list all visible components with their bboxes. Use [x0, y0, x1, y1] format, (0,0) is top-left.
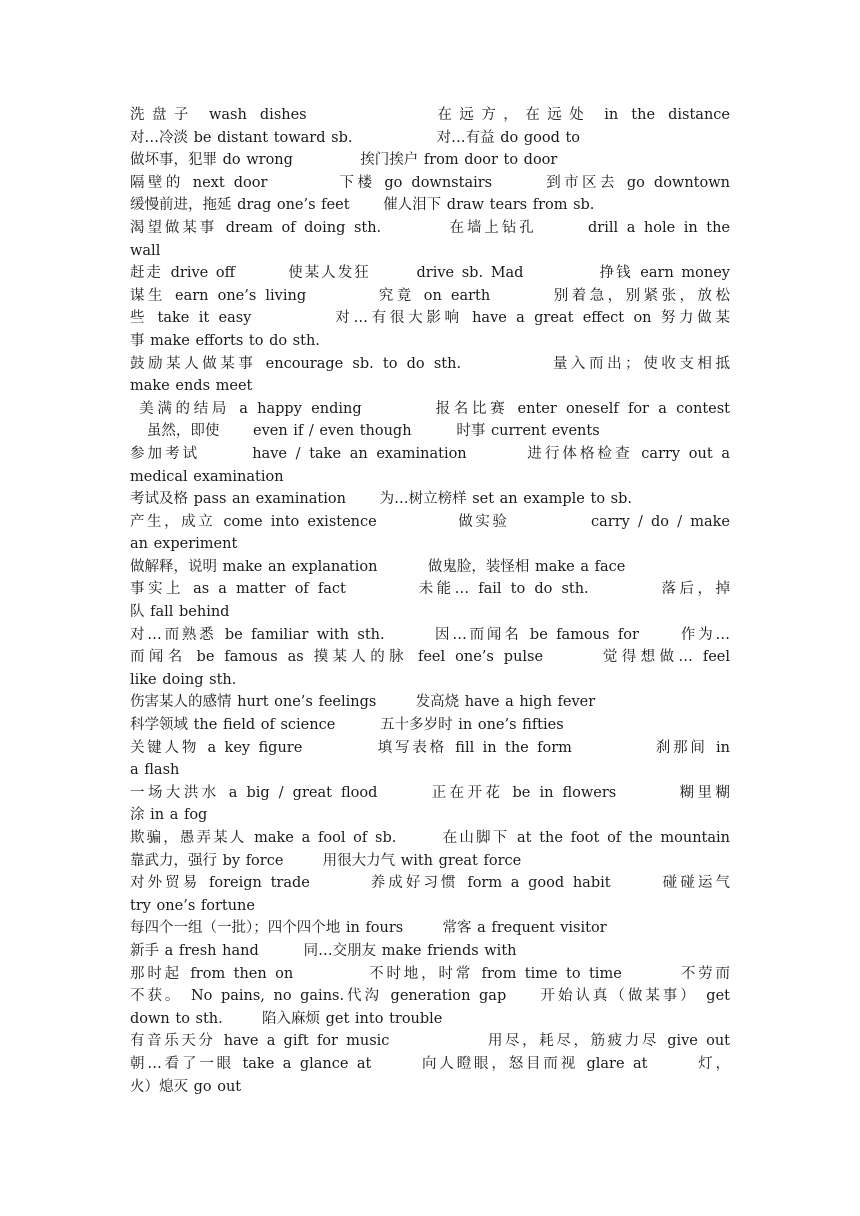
text-line: 科学领域 the field of science 五十多岁时 in one’s fifties [130, 717, 564, 734]
text-line: 欺骗，愚弄某人 make a fool of sb. 在山脚下 at the foot of the mountain [130, 830, 730, 846]
text-line: 鼓励某人做某事 encourage sb. to do sth. 量入而出；使收支相抵 [130, 355, 730, 372]
text-line: 对…而熟悉 be familiar with sth. 因…而闻名 be famous for 作为… [130, 626, 730, 643]
text-line: try one’s fortune [130, 897, 255, 914]
text-line: 不获。 No pains, no gains.代沟 generation gap 开始认真（做某事） get [130, 988, 730, 1005]
text-line: 缓慢前进，拖延 drag one’s feet 催人泪下 draw tears from sb. [130, 197, 595, 214]
document-body [130, 104, 730, 1098]
text-line: 参加考试 have / take an examination 进行体格检查 carry out a [130, 445, 730, 462]
text-line: 洗盘子 wash dishes 在远方，在远处 in the distance [130, 107, 730, 123]
text-line: 美满的结局 a happy ending 报名比赛 enter oneself for a contest [130, 400, 730, 417]
text-line: 涂 in a fog [130, 807, 208, 824]
text-line: 有音乐天分 have a gift for music 用尽，耗尽，筋疲力尽 give out [130, 1033, 730, 1050]
text-line: down to sth. 陷入麻烦 get into trouble [130, 1010, 443, 1027]
text-line: 虽然，即使 even if / even though 时事 current events [130, 423, 600, 440]
text-line: 而闻名 be famous as 摸某人的脉 feel one’s pulse 觉得想做… feel [130, 649, 730, 666]
text-line: like doing sth. [130, 671, 237, 688]
text-line: 那时起 from then on 不时地，时常 from time to time 不劳而 [130, 965, 730, 982]
text-line: 对…冷淡 be distant toward sb. 对…有益 do good to [130, 129, 581, 146]
text-line: 些 take it easy 对…有很大影响 have a great effect on 努力做某 [130, 310, 730, 327]
text-line: 隔壁的 next door 下楼 go downstairs 到市区去 go downtown [130, 174, 730, 191]
text-line: 伤害某人的感情 hurt one’s feelings 发高烧 have a high fever [130, 694, 596, 711]
text-line: 朝…看了一眼 take a glance at 向人瞪眼，怒目而视 glare at 灯， [130, 1055, 730, 1072]
text-line: make ends meet [130, 378, 253, 395]
text-line: 考试及格 pass an examination 为…树立榜样 set an example to sb. [130, 491, 633, 508]
text-line: 产生，成立 come into existence 做实验 carry / do / make [130, 513, 730, 530]
text-line: medical examination [130, 468, 284, 485]
text-line: 做解释，说明 make an explanation 做鬼脸，装怪相 make a face [130, 558, 626, 575]
text-line: 队 fall behind [130, 604, 230, 621]
text-line: an experiment [130, 536, 238, 553]
text-line: 靠武力，强行 by force 用很大力气 with great force [130, 852, 522, 869]
text-line: 火）熄灭 go out [130, 1078, 242, 1095]
text-line: 做坏事，犯罪 do wrong 挨门挨户 from door to door [130, 152, 558, 169]
text-line: 对外贸易 foreign trade 养成好习惯 form a good habit 碰碰运气 [130, 875, 730, 892]
text-line: 事实上 as a matter of fact 未能… fail to do sth. 落后，掉 [130, 581, 730, 598]
text-line: 一场大洪水 a big / great flood 正在开花 be in flowers 糊里糊 [130, 784, 730, 801]
text-line: 每四个一组（一批）；四个四个地 in fours 常客 a frequent visitor [130, 920, 607, 937]
text-line: 渴望做某事 dream of doing sth. 在墙上钻孔 drill a hole in the [130, 219, 730, 236]
text-line: 赶走 drive off 使某人发狂 drive sb. Mad 挣钱 earn money [130, 265, 730, 282]
text-line: a flash [130, 762, 180, 779]
text-line: wall [130, 242, 161, 259]
text-line: 关键人物 a key figure 填写表格 fill in the form 刹那间 in [130, 739, 730, 756]
text-line: 新手 a fresh hand 同…交朋友 make friends with [130, 942, 517, 959]
text-line: 事 make efforts to do sth. [130, 332, 320, 349]
text-line: 谋生 earn one’s living 究竟 on earth 别着急，别紧张，放松 [130, 287, 730, 304]
